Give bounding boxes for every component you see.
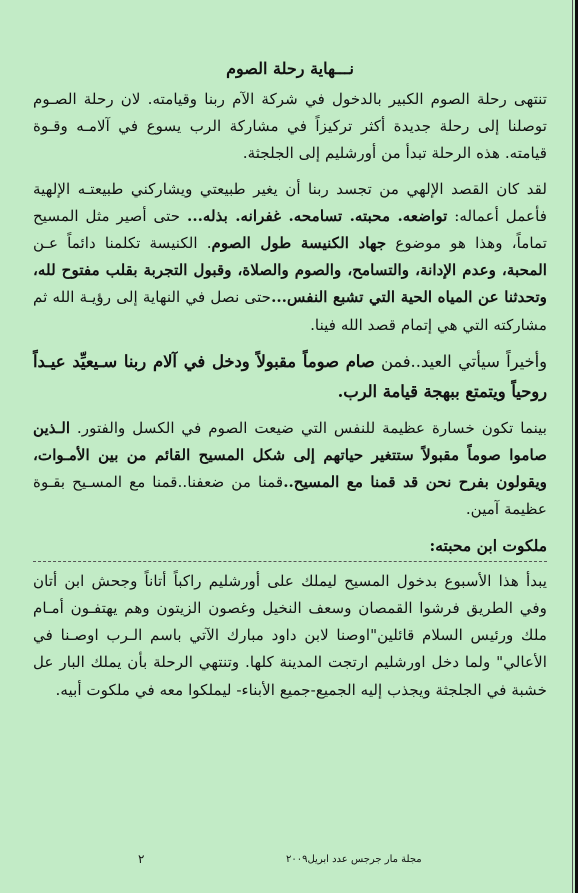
paragraph-3-bold: صام صوماً مقبولاً ودخل في آلام ربنا سـيعيِّد عيـداً روحياً ويتمتع ببهجة قيامة الرب.: [33, 351, 547, 401]
paragraph-3: [33, 347, 547, 407]
paragraph-4-text-a: بينما تكون خسارة عظيمة للنفس التي ضيعت الصوم في الكسل والفتور.: [70, 418, 547, 437]
paragraph-2-text-e: . الكنيسة تكلمنا دائماً عـن: [33, 234, 212, 253]
scan-edge-line: [572, 0, 573, 893]
paragraph-5: يبدأ هذا الأسبوع بدخول المسيح ليملك على أورشليم راكباً أتاناً وجحش ابن أتان وفي الطريق فرشوا القمصان وسعف النخيل وغصون الزيتون وهم يهتفـون أمـام ملك ورئيس السلام قائلين"اوصنا لابن داود مبارك الآتي باسم الـرب اوصـنا في الأعالي" ولما دخل اورشليم ارتجت المدينة كلها. وتنتهي الرحلة بأن يملك البار عل خشبة في الجلجثة ويجذب إليه الجميع-جميع الأبناء- ليملكوا معه في ملكوت أبيه.: [33, 571, 547, 699]
paragraph-2-bold-struggle: جهاد الكنيسة طول الصوم: [211, 234, 387, 253]
publication-name: مجلة مار جرجس عدد ابريل٢٠٠٩: [286, 854, 422, 865]
paragraph-2-bold-virtues: تواضعه. محبته. تسامحه. غفرانه. بذله...: [187, 206, 448, 225]
paragraph-1: تنتهى رحلة الصوم الكبير بالدخول في شركة الآم ربنا وقيامته. لان رحلة الصـوم توصلنا إلى رحلة جديدة أكثر تركيزاً في مشاركة الرب يسوع في آلامـه وقـوة قيامته. هذه الرحلة تبدأ من أورشليم إلى الجلجثة.: [33, 90, 547, 163]
paragraph-2-text-a: لقد كان القصد الإلهي من تجسد ربنا أن يغير طبيعتي ويشاركني طبيعتـه الإلهية فأعمل أعماله:: [33, 179, 547, 225]
paragraph-2: [33, 176, 547, 339]
page-number: ٢: [138, 852, 145, 866]
paragraph-4: [33, 415, 547, 524]
paragraph-3-text-a: وأخيراً سيأتي العيد..فمن: [374, 351, 547, 371]
page-footer: [0, 850, 578, 880]
paragraph-2-text-c: حتى أصير مثل المسيح تماماً، وهذا هو موضوع: [33, 206, 547, 253]
paragraph-2-text-g: حتى نصل في النهاية إلى رؤيـة الله ثم مشاركته التي هي إتمام قصد الله فينا.: [33, 288, 547, 334]
article-body: [33, 56, 547, 712]
paragraph-4-text-c: قمنا من ضعفنا..قمنا مع المسـيح بقـوة عظيمة آمين.: [33, 473, 547, 519]
paragraph-4-bold: الـذين صاموا صوماً مقبولاً ستتغير حياتهم إلى شكل المسيح القائم من بين الأمـوات، ويقولون بفرح نحن قد قمنا مع المسيح..: [33, 418, 548, 492]
paragraph-2-bold-love: المحبة، وعدم الإدانة، والتسامح، والصوم والصلاة، وقبول التجربة بقلب مفتوح لله، وتحدثنا عن المياه الحية التي تشبع النفس...: [33, 261, 547, 307]
article-title: نـــهاية رحلة الصوم: [226, 59, 354, 78]
section-heading: ملكوت ابن محبته:: [33, 532, 547, 562]
